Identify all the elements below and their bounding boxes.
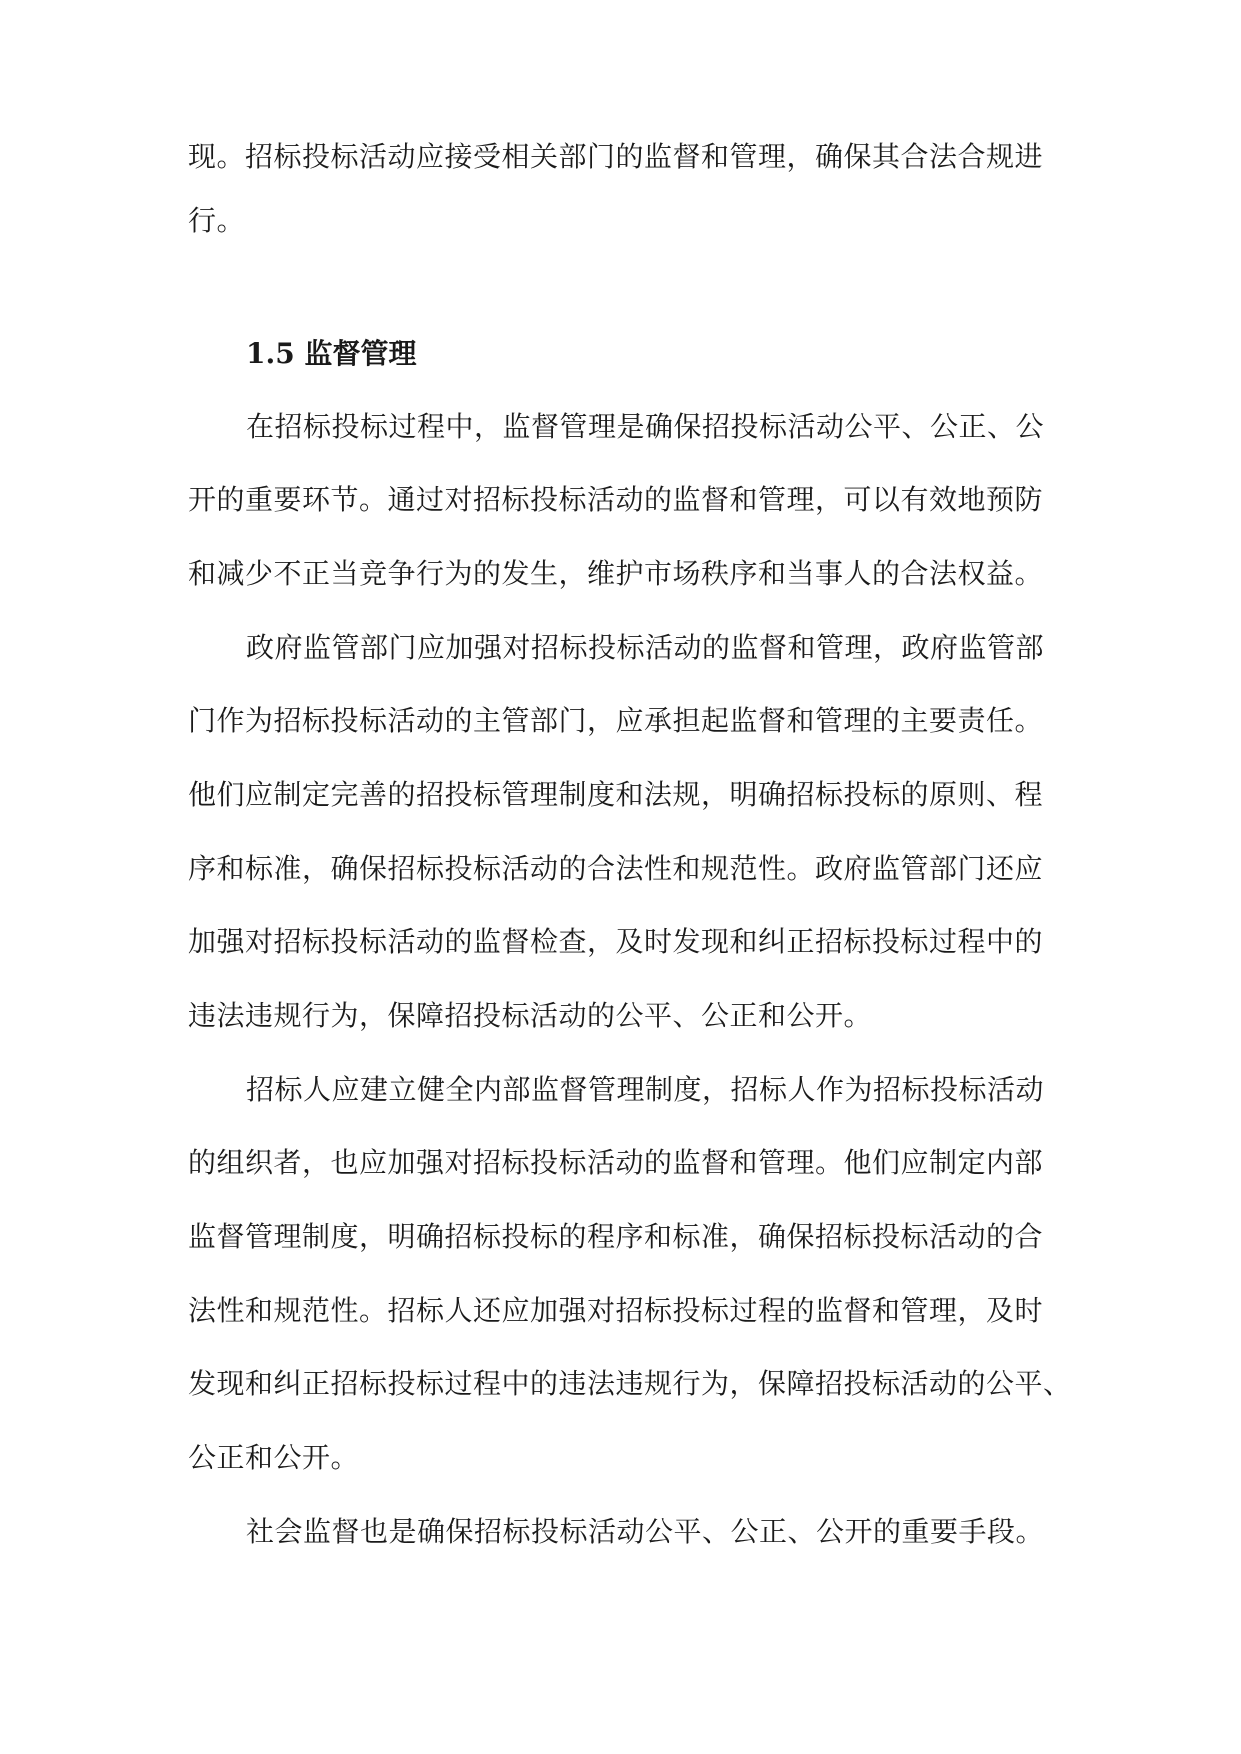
text-line: 序和标准，确保招标投标活动的合法性和规范性。政府监管部门还应 [188, 852, 1044, 885]
paragraph-first-line: 在招标投标过程中，监督管理是确保招投标活动公平、公正、公 [246, 410, 1045, 443]
text-line: 违法违规行为，保障招投标活动的公平、公正和公开。 [188, 999, 873, 1032]
text-line: 行。 [188, 204, 246, 237]
section-number: 1.5 [246, 337, 295, 370]
text-line: 开的重要环节。通过对招标投标活动的监督和管理，可以有效地预防 [188, 483, 1044, 516]
text-line: 公正和公开。 [188, 1441, 360, 1474]
text-line: 门作为招标投标活动的主管部门，应承担起监督和管理的主要责任。 [188, 704, 1044, 737]
paragraph-first-line: 招标人应建立健全内部监督管理制度，招标人作为招标投标活动 [246, 1073, 1045, 1106]
paragraph-first-line: 社会监督也是确保招标投标活动公平、公正、公开的重要手段。 [246, 1515, 1045, 1548]
section-heading [246, 334, 416, 374]
text-line: 他们应制定完善的招投标管理制度和法规，明确招标投标的原则、程 [188, 778, 1044, 811]
text-line: 法性和规范性。招标人还应加强对招标投标过程的监督和管理，及时 [188, 1294, 1044, 1327]
text-line: 和减少不正当竞争行为的发生，维护市场秩序和当事人的合法权益。 [188, 557, 1044, 590]
paragraph-first-line: 政府监管部门应加强对招标投标活动的监督和管理，政府监管部 [246, 631, 1045, 664]
section-title: 监督管理 [304, 337, 417, 370]
text-line: 加强对招标投标活动的监督检查，及时发现和纠正招标投标过程中的 [188, 925, 1044, 958]
text-line: 现。招标投标活动应接受相关部门的监督和管理，确保其合法合规进 [188, 140, 1044, 173]
text-line: 发现和纠正招标投标过程中的违法违规行为，保障招投标活动的公平、 [188, 1367, 1072, 1400]
text-line: 监督管理制度，明确招标投标的程序和标准，确保招标投标活动的合 [188, 1220, 1044, 1253]
text-line: 的组织者，也应加强对招标投标活动的监督和管理。他们应制定内部 [188, 1146, 1044, 1179]
